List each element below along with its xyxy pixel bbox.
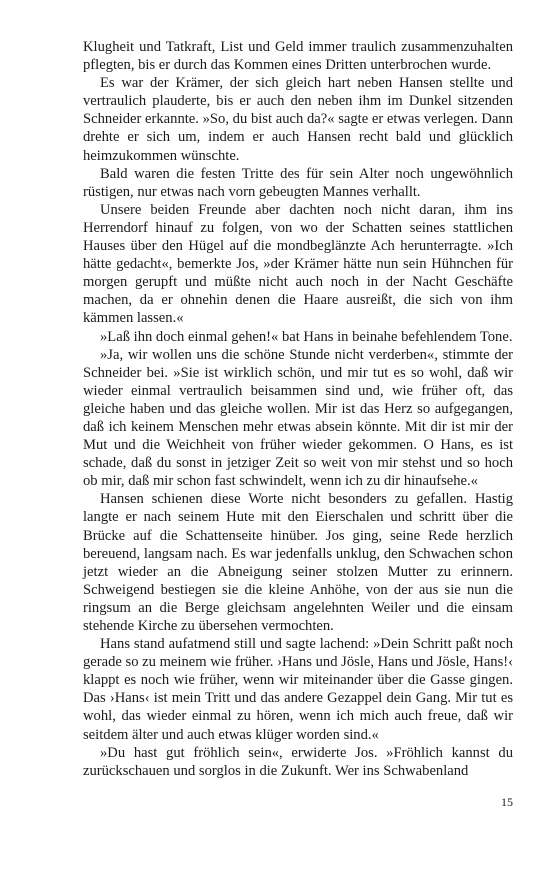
paragraph: »Ja, wir wollen uns die schöne Stunde nicht verderben«, stimmte der Schneider bei. »Sie ist wirklich schön, und mir tut es so wohl, daß wir wieder einmal vertraulich beisammen sind und, wie früher oft, das gleiche haben und das gleiche wollen. Mir ist das Herz so aufgegangen, daß ich keinem Menschen mehr etwas absein könnte. Mit dir ist mir der Mut und die Weichheit von früher wieder gekommen. O Hans, es ist schade, daß du sonst in jetziger Zeit so weit von mir stehst und so hoch ob mir, daß mir schon fast schwindelt, wenn ich zu dir hinaufsehe.«	[83, 346, 513, 490]
paragraph: Unsere beiden Freunde aber dachten noch nicht daran, ihm ins Herrendorf hinauf zu folgen, von wo der Schatten seines stattlichen Hauses über den Hügel auf die mondbeglänzte Ach herunterragte. »Ich hätte gedacht«, bemerkte Jos, »der Krämer hätte nun sein Hühnchen für morgen gerupft und müßte nicht auch noch in der Nacht Geschäfte machen, da er ohnehin denen die Haare ausreißt, die sich von ihm kämmen lassen.«	[83, 201, 513, 327]
paragraph: »Du hast gut fröhlich sein«, erwiderte Jos. »Fröhlich kannst du zurückschauen und sorglos in die Zukunft. Wer ins Schwabenland	[83, 744, 513, 779]
paragraph: Hansen schienen diese Worte nicht besonders zu gefallen. Hastig langte er nach seinem Hute mit den Eierschalen und schritt über die Brücke auf die Schattenseite hinüber. Jos ging, seine Rede herzlich bereuend, langsam nach. Es war jedenfalls unklug, den Schwachen schon jetzt wieder an die Abneigung seiner stolzen Mutter zu erinnern. Schweigend bestiegen sie die kleine Anhöhe, von der aus sie nun die ringsum an die Berge gleichsam angelehnten Weiler und die einsam stehende Kirche zu übersehen vermochten.	[83, 491, 513, 634]
paragraph: »Laß ihn doch einmal gehen!« bat Hans in beinahe befehlendem Tone.	[100, 328, 513, 345]
paragraph: Bald waren die festen Tritte des für sein Alter noch ungewöhnlich rüstigen, nur etwas nach vorn gebeugten Mannes verhallt.	[83, 165, 513, 200]
body-text	[83, 38, 513, 780]
page-number: 15	[501, 795, 513, 809]
paragraph: Klugheit und Tatkraft, List und Geld immer traulich zusammenzuhalten pflegten, bis er durch das Kommen eines Dritten unterbrochen wurde.	[83, 39, 513, 74]
paragraph: Hans stand aufatmend still und sagte lachend: »Dein Schritt paßt noch gerade so zu meinem wie früher. ›Hans und Jösle, Hans und Jösle, Hans!‹ klappt es noch wie früher, wenn wir miteinander über die Gasse gingen. Das ›Hans‹ ist mein Tritt und das andere Gezappel dein Gang. Mir tut es wohl, das wieder einmal zu hören, wenn ich mich auch freue, daß wir seitdem älter und auch etwas klüger worden sind.«	[83, 636, 514, 743]
paragraph: Es war der Krämer, der sich gleich hart neben Hansen stellte und vertraulich plauderte, bis er auch den neben ihm im Dunkel sitzenden Schneider erkannte. »So, du bist auch da?« sagte er etwas verlegen. Dann drehte er sich um, indem er auch Hansen recht bald und glücklich heimzukommen wünschte.	[83, 75, 513, 164]
